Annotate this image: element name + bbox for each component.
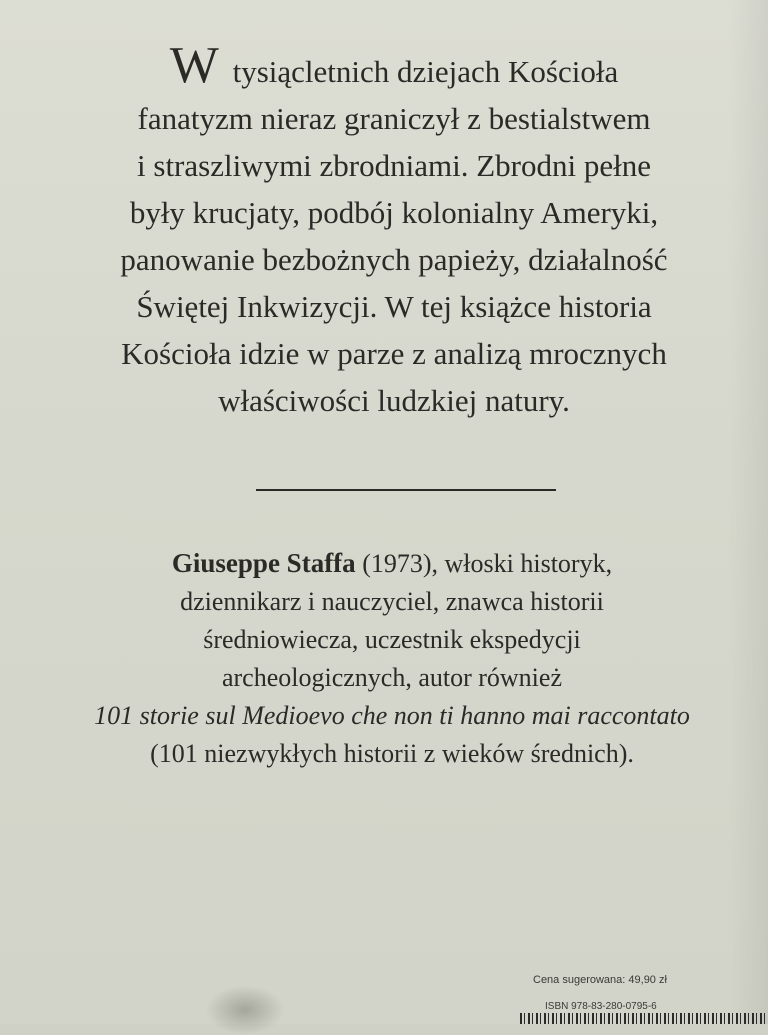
cover-edge-shadow	[728, 0, 768, 1024]
bio-line-text: (1973), włoski historyk,	[355, 549, 613, 578]
suggested-price: Cena sugerowana: 49,90 zł	[533, 974, 667, 986]
blurb-line: były krucjaty, podbój kolonialny Ameryki,	[129, 195, 659, 230]
cover-smudge	[205, 985, 285, 1035]
blurb-line: panowanie bezbożnych papieży, działalność	[120, 242, 668, 277]
blurb-line-text: tysiącletnich dziejach Kościoła	[224, 54, 619, 89]
blurb-line: Kościoła idzie w parze z analizą mrocznych	[121, 336, 667, 371]
barcode	[520, 1013, 768, 1024]
author-name: Giuseppe Staffa	[171, 548, 356, 578]
cover-blurb	[60, 37, 728, 424]
author-bio	[40, 544, 744, 773]
bio-line: archeologicznych, autor również	[221, 663, 562, 692]
blurb-dropcap: W	[169, 37, 219, 94]
section-divider	[256, 489, 556, 491]
book-title-translation: (101 niezwykłych historii z wieków średnich).	[150, 739, 634, 768]
blurb-line	[60, 37, 728, 95]
bio-line: średniowiecza, uczestnik ekspedycji	[203, 625, 581, 654]
isbn-label: ISBN 978-83-280-0795-6	[545, 1001, 657, 1012]
blurb-line: i straszliwymi zbrodniami. Zbrodni pełne	[137, 148, 651, 183]
book-title-italic: 101 storie sul Medioevo che non ti hanno mai raccontato	[94, 701, 690, 730]
bio-line	[40, 544, 744, 583]
blurb-line: Świętej Inkwizycji. W tej książce historia	[136, 289, 652, 324]
blurb-line: fanatyzm nieraz graniczył z bestialstwem	[137, 101, 651, 136]
blurb-line: właściwości ludzkiej natury.	[218, 383, 570, 418]
bio-line: dziennikarz i nauczyciel, znawca historii	[180, 587, 604, 616]
